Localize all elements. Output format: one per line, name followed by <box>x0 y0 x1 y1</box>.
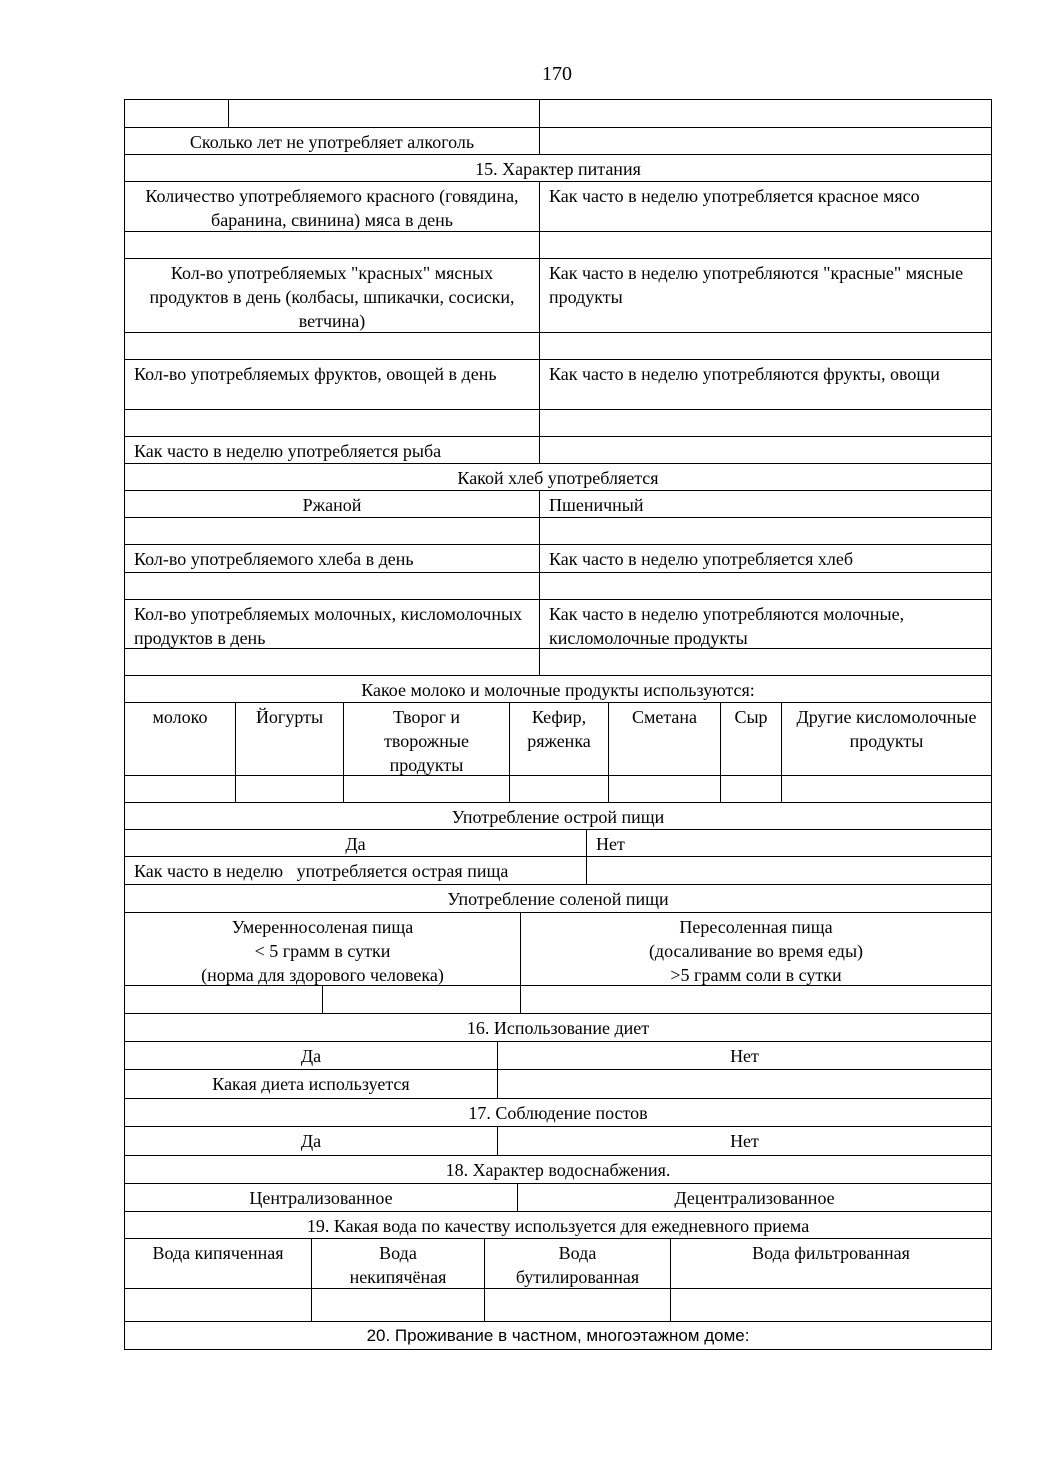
table-row <box>124 258 992 332</box>
red-products-freq-answer[interactable] <box>539 333 991 359</box>
table-row <box>124 1041 992 1069</box>
other-dairy-answer-cell[interactable] <box>781 776 991 802</box>
red-meat-qty-label: Количество употребляемого красного (говядина, баранина, свинина) мяса в день <box>145 186 519 230</box>
table-row <box>124 1013 992 1041</box>
survey-form-table <box>124 99 992 1350</box>
table-row <box>124 775 992 802</box>
cheese-answer-cell[interactable] <box>720 776 781 802</box>
table-row <box>124 99 992 127</box>
water-unboiled-label: Вода некипячёная <box>311 1239 484 1288</box>
empty-cell[interactable] <box>125 986 322 1013</box>
red-products-qty-answer[interactable] <box>125 333 539 359</box>
diet-which-answer[interactable] <box>497 1070 991 1098</box>
table-row <box>124 985 992 1013</box>
diet-no[interactable]: Нет <box>497 1042 991 1069</box>
red-products-qty-label: Кол-во употребляемых "красных" мясных продуктов в день (колбасы, шпикачки, сосиски, ветчина) <box>149 263 515 331</box>
table-row <box>124 1126 992 1155</box>
fish-freq-label: Как часто в неделю употребляется рыба <box>134 441 442 461</box>
bread-wheat-answer[interactable] <box>539 518 991 544</box>
table-row <box>124 436 992 463</box>
table-row <box>124 231 992 258</box>
table-row <box>124 884 992 912</box>
spicy-freq-answer[interactable] <box>586 857 991 884</box>
table-row <box>124 490 992 517</box>
milk-col-yogurt: Йогурты <box>235 703 343 775</box>
red-meat-freq-label: Как часто в неделю употребляется красное мясо <box>539 182 991 231</box>
bread-freq-answer[interactable] <box>539 573 991 599</box>
salty-moderate-label: Умеренносоленая пища < 5 грамм в сутки (норма для здорового человека) <box>201 917 444 985</box>
section-17-title: 17. Соблюдение постов <box>468 1103 648 1123</box>
table-row <box>124 1155 992 1183</box>
table-row <box>124 702 992 775</box>
section-16-title: 16. Использование диет <box>466 1018 650 1038</box>
table-row <box>124 1288 992 1321</box>
bread-qty-answer[interactable] <box>125 573 539 599</box>
dairy-qty-label: Кол-во употребляемых молочных, кисломолочных продуктов в день <box>134 604 523 648</box>
fruit-qty-answer[interactable] <box>125 410 539 436</box>
salty-food-title: Употребление соленой пищи <box>447 889 669 909</box>
milk-col-cheese: Сыр <box>720 703 781 775</box>
section-15-title: 15. Характер питания <box>475 159 641 179</box>
spicy-food-title: Употребление острой пищи <box>451 807 665 827</box>
table-row <box>124 154 992 181</box>
table-row <box>124 1098 992 1126</box>
water-boiled-label: Вода кипяченная <box>152 1243 284 1263</box>
red-meat-freq-answer[interactable] <box>539 232 991 258</box>
table-row <box>124 1069 992 1098</box>
milk-col-cottage-cheese: Творог и творожные продукты <box>343 703 509 775</box>
table-row <box>124 517 992 544</box>
dairy-freq-answer[interactable] <box>539 649 991 675</box>
table-row <box>124 332 992 359</box>
red-products-freq-label: Как часто в неделю употребляются "красные" мясные продукты <box>539 259 991 332</box>
table-row <box>124 409 992 436</box>
water-filtered-answer[interactable] <box>670 1289 991 1321</box>
milk-products-title: Какое молоко и молочные продукты используются: <box>361 680 755 700</box>
table-row <box>124 1183 992 1211</box>
milk-col-sour-cream: Сметана <box>608 703 720 775</box>
bread-freq-label: Как часто в неделю употребляется хлеб <box>539 545 991 572</box>
empty-cell[interactable] <box>322 986 520 1013</box>
water-decentral-option[interactable]: Децентрализованное <box>517 1184 991 1211</box>
table-row <box>124 675 992 702</box>
fish-freq-answer[interactable] <box>539 437 991 463</box>
table-row <box>124 359 992 409</box>
fasting-no[interactable]: Нет <box>497 1127 991 1155</box>
table-row <box>124 856 992 884</box>
table-row <box>124 648 992 675</box>
milk-col-other: Другие кисломолочные продукты <box>781 703 991 775</box>
table-row <box>124 1211 992 1238</box>
table-row <box>124 912 992 985</box>
section-20-title: 20. Проживание в частном, многоэтажном доме: <box>366 1326 750 1345</box>
bread-rye-label: Ржаной <box>302 495 362 515</box>
table-row <box>124 127 992 154</box>
yogurt-answer-cell[interactable] <box>235 776 343 802</box>
red-meat-qty-answer[interactable] <box>125 232 539 258</box>
bread-type-title: Какой хлеб употребляется <box>457 468 659 488</box>
empty-cell[interactable] <box>539 100 991 127</box>
milk-col-kefir: Кефир, ряженка <box>509 703 608 775</box>
fasting-yes[interactable]: Да <box>300 1131 322 1151</box>
water-central-option[interactable]: Централизованное <box>249 1188 393 1208</box>
alcohol-years-label: Сколько лет не употребляет алкоголь <box>189 132 475 152</box>
table-row <box>124 1321 992 1350</box>
section-18-title: 18. Характер водоснабжения. <box>445 1160 671 1180</box>
table-row <box>124 599 992 648</box>
alcohol-years-answer[interactable] <box>539 128 991 154</box>
page-number: 170 <box>542 63 572 85</box>
bread-rye-answer[interactable] <box>125 518 539 544</box>
milk-answer-cell[interactable] <box>125 776 235 802</box>
water-filtered-label: Вода фильтрованная <box>670 1239 991 1288</box>
table-row <box>124 572 992 599</box>
water-bottled-label: Вода бутилированная <box>484 1239 670 1288</box>
kefir-answer-cell[interactable] <box>509 776 608 802</box>
section-19-title: 19. Какая вода по качеству используется для ежедневного приема <box>306 1216 810 1236</box>
milk-col-milk: молоко <box>152 707 208 727</box>
empty-cell[interactable] <box>125 100 228 127</box>
table-row <box>124 1238 992 1288</box>
table-row <box>124 463 992 490</box>
fruit-freq-answer[interactable] <box>539 410 991 436</box>
spicy-no[interactable]: Нет <box>586 830 991 856</box>
table-row <box>124 829 992 856</box>
table-row <box>124 544 992 572</box>
cottage-cheese-answer-cell[interactable] <box>343 776 509 802</box>
spicy-freq-label: Как часто в неделю употребляется острая пища <box>134 861 509 881</box>
water-boiled-answer[interactable] <box>125 1289 311 1321</box>
table-row <box>124 802 992 829</box>
diet-which-label: Какая диета используется <box>212 1074 410 1094</box>
fruit-freq-label: Как часто в неделю употребляются фрукты, овощи <box>539 360 991 409</box>
spicy-yes[interactable]: Да <box>345 834 366 854</box>
empty-cell[interactable] <box>520 986 991 1013</box>
dairy-freq-label: Как часто в неделю употребляются молочные, кисломолочные продукты <box>539 600 991 648</box>
fruit-qty-label: Кол-во употребляемых фруктов, овощей в день <box>134 364 497 384</box>
bread-wheat-label: Пшеничный <box>539 491 991 517</box>
water-unboiled-answer[interactable] <box>311 1289 484 1321</box>
bread-qty-label: Кол-во употребляемого хлеба в день <box>134 549 414 569</box>
empty-cell[interactable] <box>228 100 539 127</box>
water-bottled-answer[interactable] <box>484 1289 670 1321</box>
dairy-qty-answer[interactable] <box>125 649 539 675</box>
salty-over-label: Пересоленная пища (досаливание во время еды) >5 грамм соли в сутки <box>520 913 991 985</box>
diet-yes[interactable]: Да <box>300 1046 322 1066</box>
sour-cream-answer-cell[interactable] <box>608 776 720 802</box>
table-row <box>124 181 992 231</box>
